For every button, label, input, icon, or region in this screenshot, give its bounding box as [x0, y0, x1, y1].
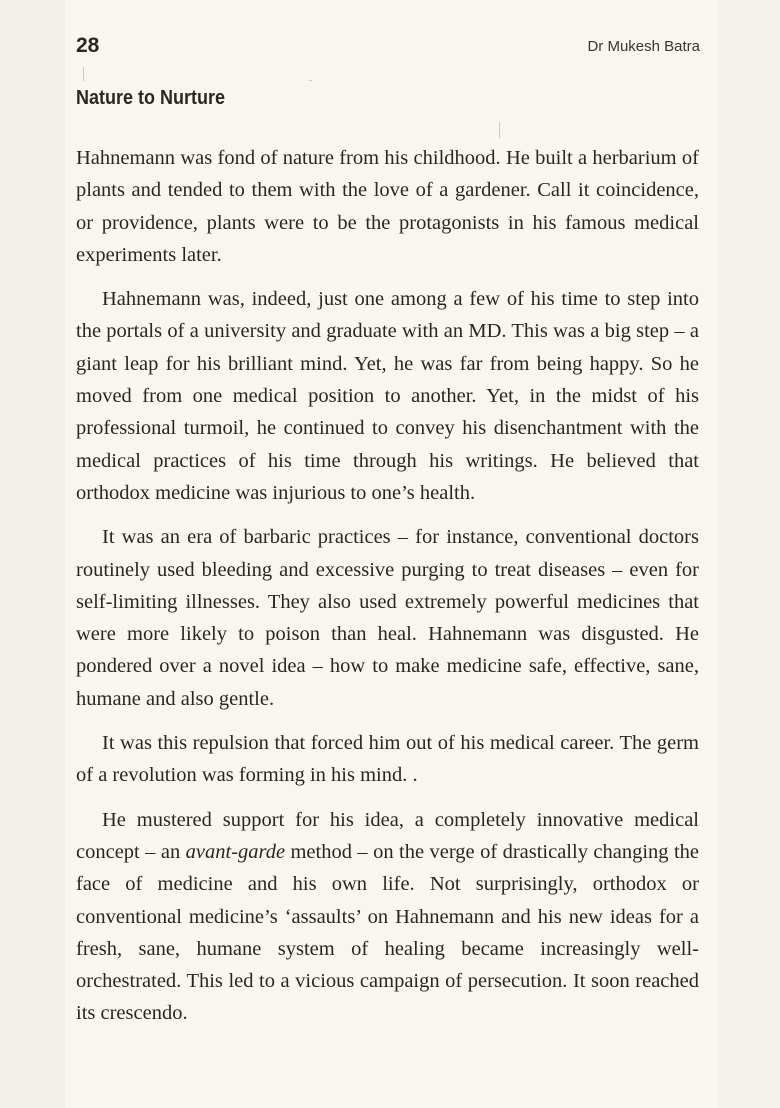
page-gutter-right: [717, 0, 780, 1108]
print-speck: [83, 67, 84, 81]
page-gutter-left: [0, 0, 65, 1108]
paragraph-5-emphasis: avant-garde: [185, 840, 286, 863]
paragraph-5-rest: method – on the verge of drastically changing the face of medicine and his own life. Not surprisingly, orthodox or conventional medicine’s ‘assaults’ on Hahnemann and his new ideas for a fresh, sane, humane system of healing became increasingly well-orchestrated. This led to a vicious campaign of persecution. It soon reached its crescendo.: [76, 840, 699, 1025]
paragraph-1: Hahnemann was fond of nature from his childhood. He built a herbarium of plants and tended to them with the love of a gardener. Call it coincidence, or providence, plants were to be the protagonists in his famous medical experiments later.: [76, 147, 699, 266]
print-speck: [499, 122, 500, 138]
body-text: [76, 142, 699, 1042]
paragraph-5-lead: He mustered support for his idea, a completely innovative medical concept – an: [76, 808, 699, 863]
section-title: Nature to Nurture: [76, 87, 226, 109]
paragraph-3: It was an era of barbaric practices – for instance, conventional doctors routinely used bleeding and excessive purging to treat diseases – even for self-limiting illnesses. They also used extremely powerful medicines that were more likely to poison than heal. Hahnemann was disgusted. He pondered over a novel idea – how to make medicine safe, effective, sane, humane and also gentle.: [76, 526, 699, 710]
print-speck: [309, 80, 312, 81]
page-number: 28: [76, 34, 100, 57]
paragraph-2: Hahnemann was, indeed, just one among a few of his time to step into the portals of a university and graduate with an MD. This was a big step – a giant leap for his brilliant mind. Yet, he was far from being happy. So he moved from one medical position to another. Yet, in the midst of his professional turmoil, he continued to convey his disenchantment with the medical practices of his time through his writings. He believed that orthodox medicine was injurious to one’s health.: [76, 288, 699, 504]
paragraph-4: It was this repulsion that forced him out of his medical career. The germ of a revolution was forming in his mind. .: [76, 732, 699, 787]
paragraph-5: [76, 804, 699, 1030]
running-head-author: Dr Mukesh Batra: [587, 38, 700, 55]
